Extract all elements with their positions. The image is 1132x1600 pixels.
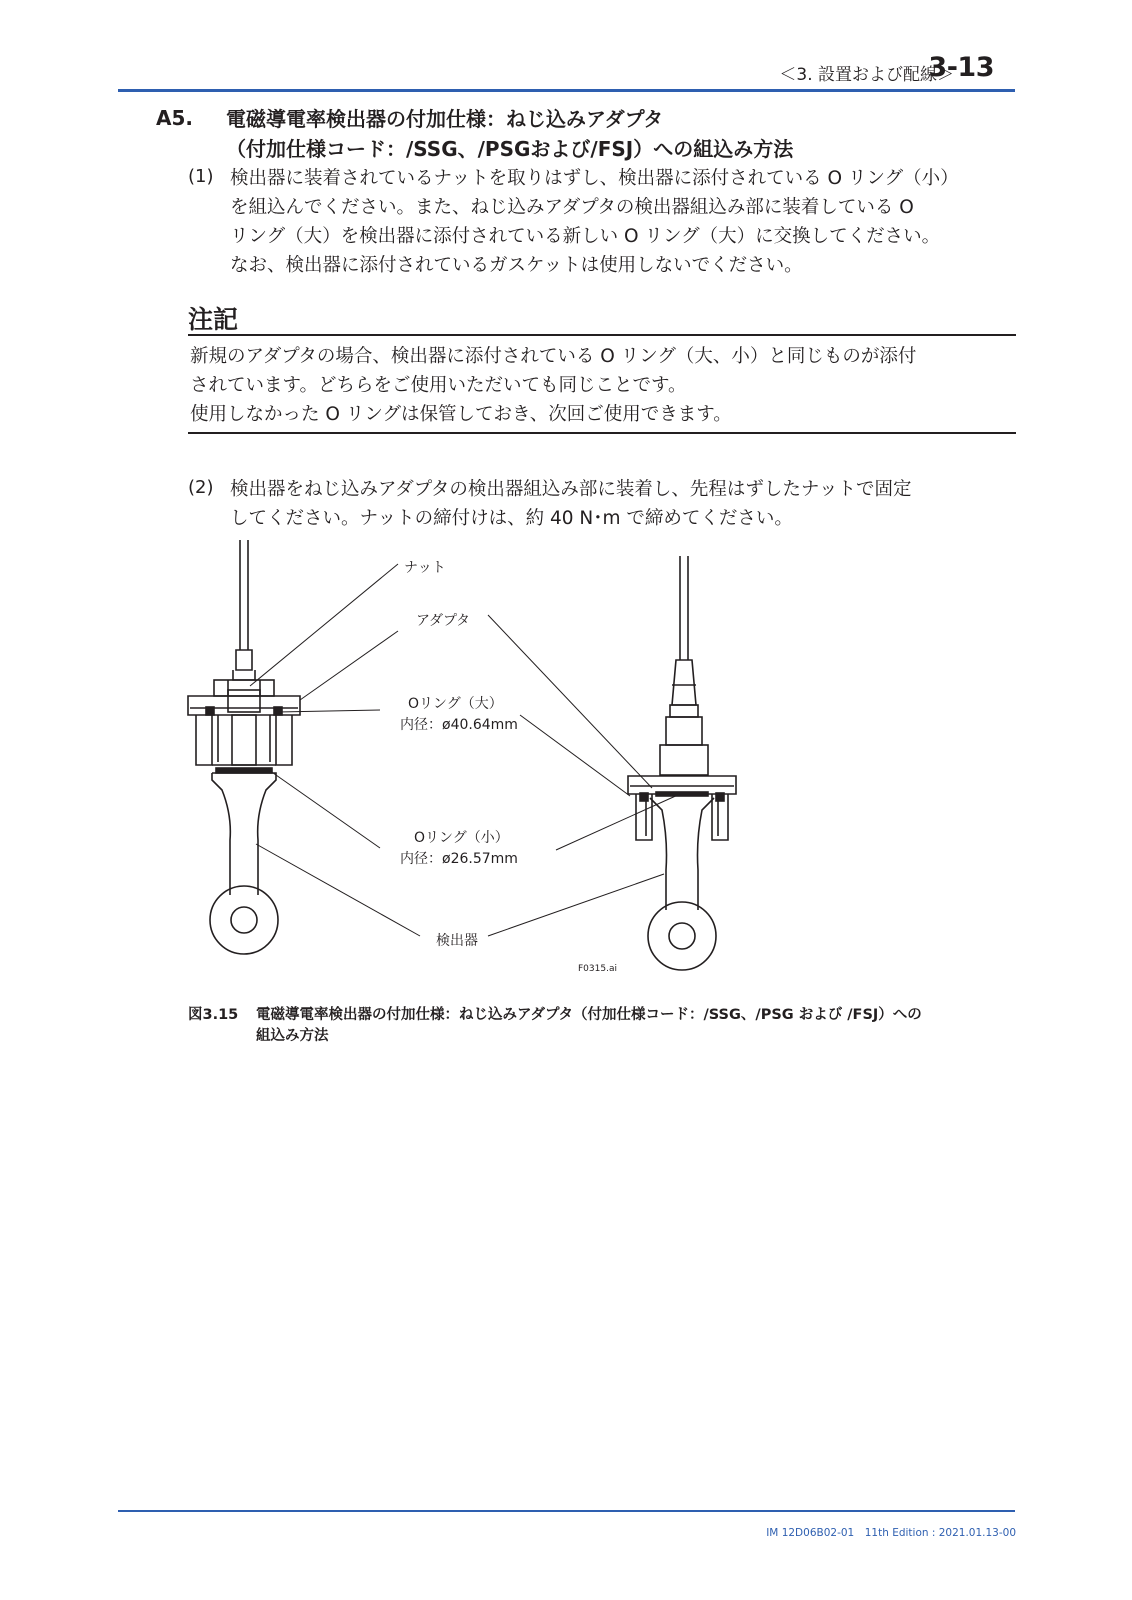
note-line: されています。どちらをご使用いただいても同じことです。 (190, 375, 687, 396)
figure-caption-number: 図3.15 (188, 1007, 239, 1023)
label-oring-small: Oリング（小） (414, 830, 509, 846)
label-oring-small-dim: 内径：ø26.57mm (400, 851, 518, 867)
label-nut: ナット (404, 560, 446, 576)
page-number: 3-13 (928, 52, 994, 83)
step-1-line: 検出器に装着されているナットを取りはずし、検出器に添付されている O リング（小） (230, 168, 959, 189)
step-1-line: を組込んでください。また、ねじ込みアダプタの検出器組込み部に装着している O (230, 197, 914, 218)
step-2-line: 検出器をねじ込みアダプタの検出器組込み部に装着し、先程はずしたナットで固定 (230, 479, 912, 500)
header-rule (118, 89, 1015, 92)
label-adapter: アダプタ (416, 613, 471, 629)
note-line: 使用しなかった O リングは保管しておき、次回ご使用できます。 (190, 404, 732, 425)
step-1-line: リング（大）を検出器に添付されている新しい O リング（大）に交換してください。 (230, 226, 941, 247)
section-title (226, 104, 793, 164)
section-title-line1: 電磁導電率検出器の付加仕様：ねじ込みアダプタ (226, 107, 664, 131)
figure-caption-text-2: 組込み方法 (256, 1028, 329, 1044)
step-2-line: してください。ナットの締付けは、約 40 N･m で締めてください。 (230, 508, 793, 529)
step-1-text (230, 164, 1020, 280)
figure-file-id: F0315.ai (578, 964, 617, 974)
step-1-number: (1) (188, 166, 214, 187)
footer-document-id: IM 12D06B02-01 11th Edition : 2021.01.13-00 (766, 1527, 1016, 1539)
note-bottom-rule (188, 432, 1016, 434)
left-detector-assembly (188, 540, 300, 954)
note-body (190, 342, 916, 429)
label-oring-large-dim: 内径：ø40.64mm (400, 717, 518, 733)
note-top-rule (188, 334, 1016, 336)
step-2-text (230, 475, 1020, 533)
step-1-line: なお、検出器に添付されているガスケットは使用しないでください。 (230, 255, 803, 276)
label-oring-large: Oリング（大） (408, 696, 503, 712)
label-detector: 検出器 (436, 933, 478, 949)
section-number: A5. (156, 106, 193, 130)
figure-caption-text: 電磁導電率検出器の付加仕様：ねじ込みアダプタ（付加仕様コード：/SSG、/PSG および /FSJ）への (256, 1007, 922, 1023)
note-title: 注記 (188, 305, 239, 334)
right-detector-assembly (628, 556, 736, 970)
assembly-figure (0, 540, 1132, 1000)
step-2-number: (2) (188, 477, 214, 498)
header-section-title: ＜3. 設置および配線＞ (779, 65, 954, 85)
footer-rule (118, 1510, 1015, 1512)
section-title-line2: （付加仕様コード：/SSG、/PSGおよび/FSJ）への組込み方法 (226, 137, 794, 161)
note-line: 新規のアダプタの場合、検出器に添付されている O リング（大、小）と同じものが添付 (190, 346, 917, 367)
